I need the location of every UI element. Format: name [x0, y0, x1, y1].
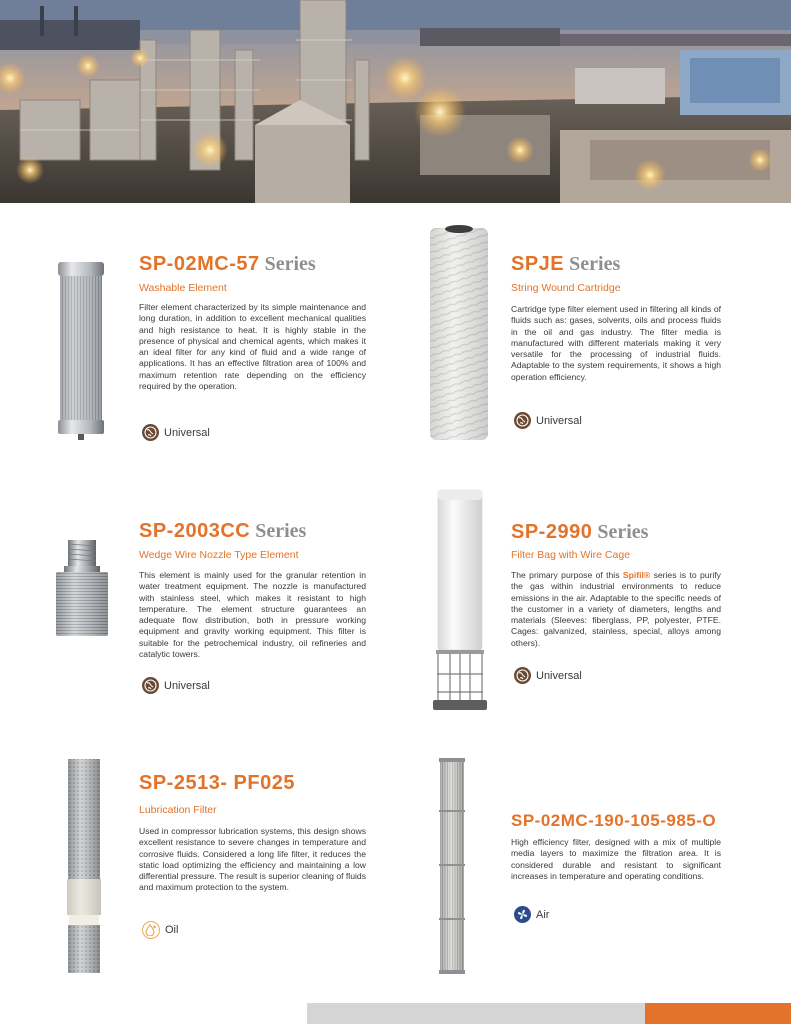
hero-image [0, 0, 791, 203]
globe-icon [514, 412, 531, 429]
application-label: Air [536, 908, 550, 921]
product-description: The primary purpose of this Spifil® series is to purify the gas within industrial environments to reduce emissions in the air. Adaptable to the specific needs of the customer in a variety of diameters, lengths and materials (Sleeves: fiberglass, PP, polyester, PTFE. Cages: galvanized, stainless, special, alloys among others). [511, 570, 721, 648]
product-title: SPJE Series [511, 253, 621, 275]
product-title: SP-2003CC Series [139, 520, 307, 542]
product-title: SP-02MC-190-105-985-O [511, 811, 717, 830]
product-subtitle: Wedge Wire Nozzle Type Element [139, 549, 299, 561]
product-title: SP-02MC-57 Series [139, 253, 316, 275]
filter-bag-cage-image [430, 488, 490, 717]
oil-drop-icon [142, 921, 160, 939]
high-efficiency-filter-image [437, 758, 467, 979]
application-label: Universal [164, 679, 210, 692]
globe-icon [142, 424, 159, 441]
application-badge [142, 677, 210, 694]
globe-icon [142, 677, 159, 694]
product-subtitle: Washable Element [139, 282, 227, 294]
application-badge [514, 906, 549, 923]
brand-name: Spifil® [622, 570, 651, 580]
pleated-filter-image [56, 260, 106, 447]
application-badge [142, 424, 210, 441]
footer-bar-orange [645, 1003, 791, 1024]
footer-bar-grey [307, 1003, 645, 1024]
refinery-night-photo [0, 0, 791, 203]
wedge-wire-nozzle-image [54, 538, 110, 643]
application-label: Universal [536, 414, 582, 427]
application-badge [142, 921, 178, 939]
lubrication-filter-image [64, 757, 104, 980]
product-subtitle: Lubrication Filter [139, 804, 217, 816]
application-label: Universal [164, 426, 210, 439]
product-title: SP-2513- PF025 [139, 772, 295, 794]
globe-icon [514, 667, 531, 684]
product-description: This element is mainly used for the granular retention in water treatment equipment. The nozzle is manufactured with stainless steel, which makes it resistant to high temperature. The element structure guarantees an adequate flow distribution, both in pressure working equipment and gravity working equipment. This filter is suitable for the petrochemical industry, oil refineries and catalytic towers. [139, 570, 366, 660]
product-title: SP-2990 Series [511, 521, 649, 543]
string-wound-cartridge-image [428, 222, 490, 449]
application-label: Oil [165, 924, 179, 936]
product-subtitle: Filter Bag with Wire Cage [511, 549, 631, 561]
fan-icon [514, 906, 531, 923]
application-badge [514, 667, 582, 684]
product-description: High efficiency filter, designed with a mix of multiple media layers to maximize the filtration area. It is considered durable and resistant to significant increases in temperature and operating conditions. [511, 837, 721, 881]
product-description: Cartridge type filter element used in filtering all kinds of fluids such as: gases, solvents, oils and process fluids in the oil and gas industry. The filter media is manufactured with different materials making it very versatile for the processing of industrial fluids. Adaptable to the system requirements, it shows a high operation efficiency. [511, 304, 721, 382]
product-description: Used in compressor lubrication systems, this design shows excellent resistance to severe changes in temperature and corrosive fluids. Considered a long life filter, it reduces the static load optimizing the efficiency and maintaining a low differential pressure. The result is superior cleaning of fluids and maximum protection to the system. [139, 826, 366, 893]
product-description: Filter element characterized by its simple maintenance and long duration, in addition to excellent mechanical qualities and high resistance to heat. It is highly stable in the presence of physical and chemical agents, which makes it an ideal filter for any kind of fluid and a wide range of applications. It has an effective filtration area of 100% and maximum retention rate depending on the efficiency required by the operation. [139, 302, 366, 392]
application-badge [514, 412, 582, 429]
application-label: Universal [536, 669, 582, 682]
product-subtitle: String Wound Cartridge [511, 282, 621, 294]
